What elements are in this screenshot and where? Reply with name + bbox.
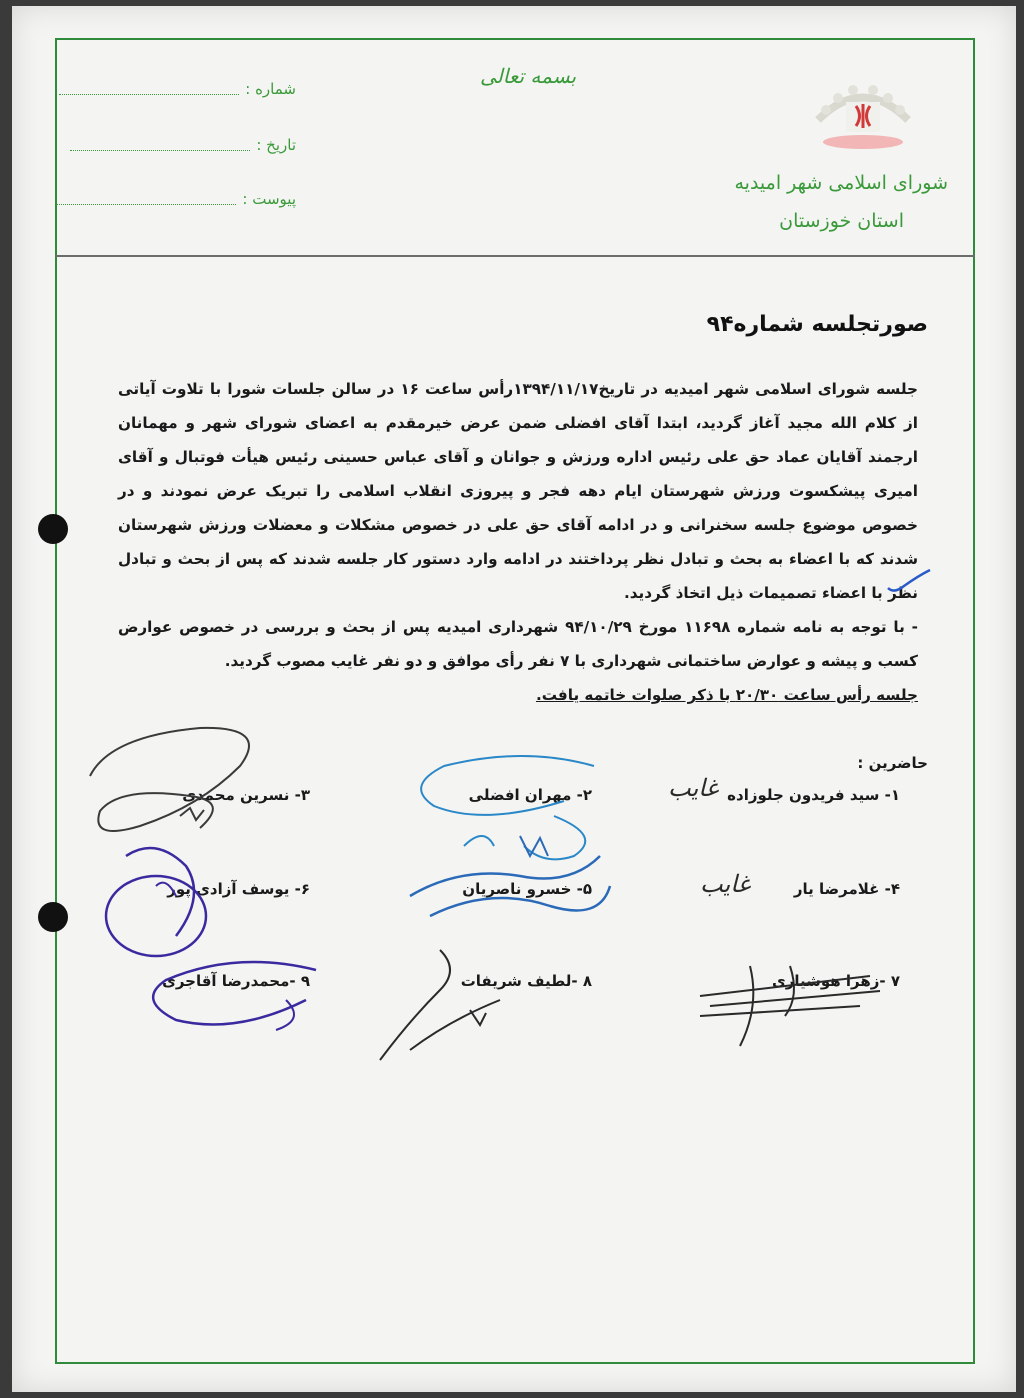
body-paragraph-1: جلسه شورای اسلامی شهر امیدیه در تاریخ۱۳۹۴/۱۱/۱۷رأس ساعت ۱۶ در سالن جلسات شورا با تلاوت آیاتی از کلام الله مجید آغاز گردید، ابتدا آقای افضلی ضمن عرض خیرمقدم به اعضای شورای شهر و مهمانان ارجمند آقایان عماد حق علی رئیس اداره ورزش و جوانان و آقای عباس حسینی رئیس هیأت فوتبال و آقای امیری پیشکسوت ورزش شهرستان ایام دهه فجر و پیروزی انقلاب اسلامی را تبریک عرض نمودند و در خصوص موضوع جلسه سخنرانی و در ادامه آقای حق علی در خصوص مشکلات و معضلات ورزش شهرستان شدند که با اعضاء به بحث و تبادل نظر پرداختند در ادامه وارد دستور کار جلسه شدند که پس از بحث و تبادل نظر با اعضاء تصمیمات ذیل اتخاذ گردید. bbox=[118, 380, 918, 602]
document-body bbox=[118, 372, 918, 712]
attendee-5: ۵- خسرو ناصریان bbox=[462, 880, 592, 898]
date-field bbox=[70, 136, 296, 154]
absent-mark-4: غایب bbox=[700, 870, 751, 898]
signature-6-drawing bbox=[96, 836, 236, 966]
attendee-1: ۱- سید فریدون جلوزاده bbox=[727, 786, 900, 804]
emblem-icon bbox=[808, 80, 918, 150]
province-name: استان خوزستان bbox=[779, 210, 904, 232]
attendee-7: ۷ -زهرا هوشیاری bbox=[771, 972, 900, 990]
attendee-3: ۳- نسرین محمدی bbox=[182, 786, 310, 804]
date-dots bbox=[70, 140, 250, 151]
absent-mark-1: غایب bbox=[668, 774, 719, 802]
body-paragraph-2: - با توجه به نامه شماره ۱۱۶۹۸ مورخ ۹۴/۱۰/۲۹ شهرداری امیدیه پس از بحث و بررسی در خصوص عوارض کسب و پیشه و عوارض ساختمانی شهرداری با ۷ نفر رأی موافق و دو نفر غایب مصوب گردید. bbox=[118, 618, 918, 670]
org-name: شورای اسلامی شهر امیدیه bbox=[734, 172, 948, 194]
signature-5-drawing bbox=[400, 826, 630, 936]
number-dots bbox=[59, 84, 239, 95]
number-label: شماره : bbox=[245, 80, 296, 98]
attendees-label: حاضرین : bbox=[857, 754, 928, 772]
signature-8-drawing bbox=[370, 940, 520, 1070]
attendee-8: ۸ -لطیف شریفات bbox=[460, 972, 592, 990]
document-title: صورتجلسه شماره۹۴ bbox=[706, 312, 928, 337]
attachment-label: پیوست : bbox=[242, 190, 296, 208]
attachment-dots bbox=[56, 194, 236, 205]
attendee-6: ۶- یوسف آزادی پور bbox=[167, 880, 310, 898]
attachment-field bbox=[56, 190, 296, 208]
closing-line: جلسه رأس ساعت ۲۰/۳۰ با ذکر صلوات خاتمه یافت. bbox=[535, 686, 918, 704]
signature-3-drawing bbox=[80, 716, 280, 846]
header-divider bbox=[55, 255, 975, 257]
punch-hole-top bbox=[38, 514, 68, 544]
number-field bbox=[59, 80, 296, 98]
attendee-4: ۴- غلامرضا یار bbox=[793, 880, 900, 898]
basmala-calligraphy: بسمه تعالی bbox=[480, 64, 577, 88]
signature-7-drawing bbox=[690, 946, 890, 1056]
attendee-9: ۹ -محمدرضا آقاجری bbox=[162, 972, 310, 990]
punch-hole-bottom bbox=[38, 902, 68, 932]
check-mark-icon bbox=[884, 566, 934, 596]
signature-9-drawing bbox=[136, 950, 336, 1040]
attendee-2: ۲- مهران افضلی bbox=[468, 786, 592, 804]
date-label: تاریخ : bbox=[256, 136, 296, 154]
